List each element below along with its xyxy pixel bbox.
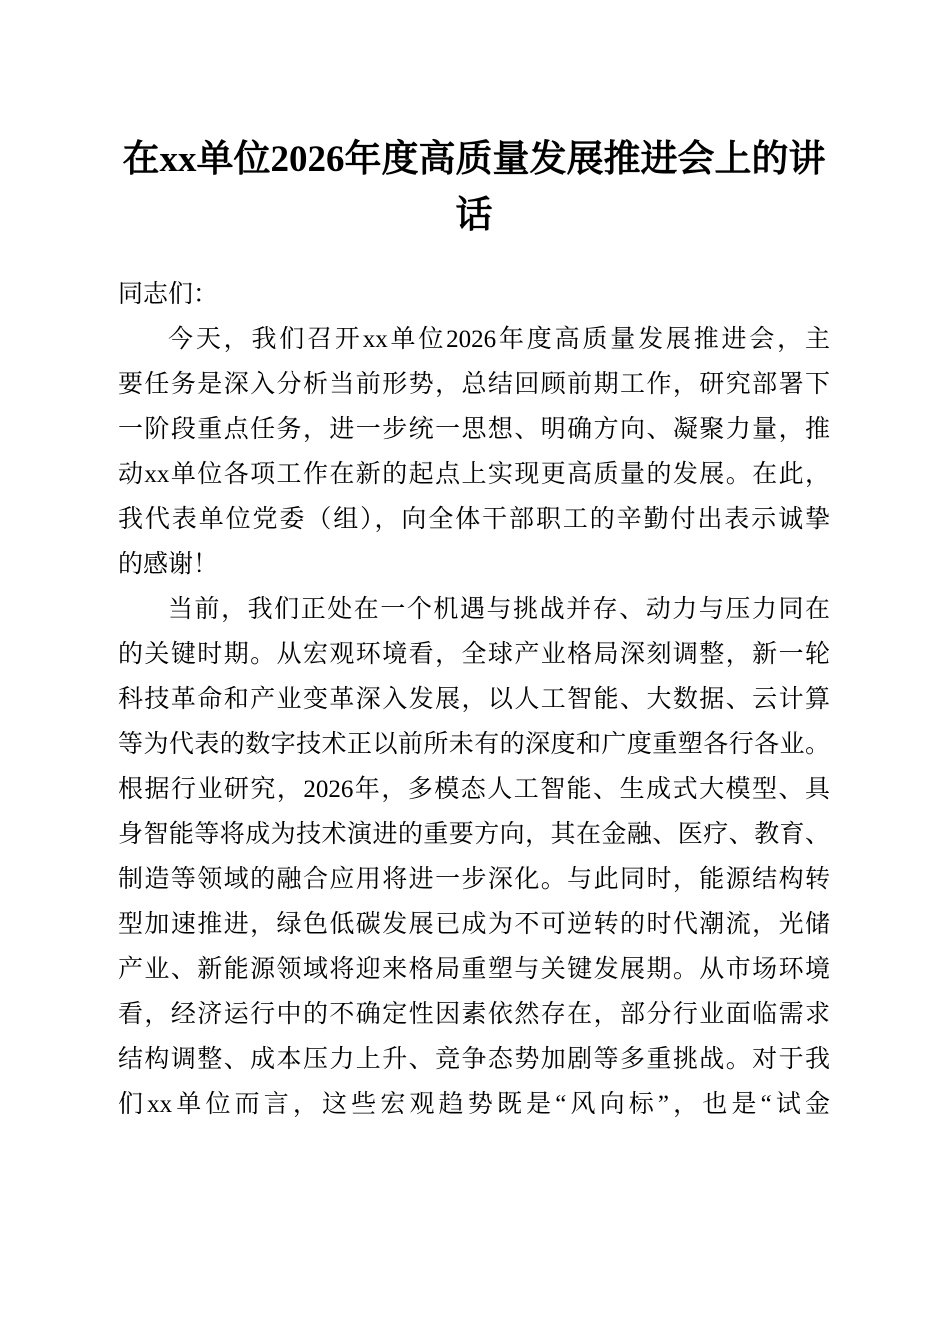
text-line: 我代表单位党委（组），向全体干部职工的辛勤付出表示诚挚 (118, 506, 830, 533)
text-line: 科技革命和产业变革深入发展，以人工智能、大数据、云计算 (118, 686, 830, 713)
text-line: 一阶段重点任务，进一步统一思想、明确方向、凝聚力量，推 (118, 416, 830, 443)
text-line: 型加速推进，绿色低碳发展已成为不可逆转的时代潮流，光储 (118, 911, 830, 938)
text-line: 的关键时期。从宏观环境看，全球产业格局深刻调整，新一轮 (118, 641, 830, 668)
text-line: 动xx单位各项工作在新的起点上实现更高质量的发展。在此， (118, 461, 830, 488)
text-line: 结构调整、成本压力上升、竞争态势加剧等多重挑战。对于我 (118, 1046, 830, 1073)
text-line: 产业、新能源领域将迎来格局重塑与关键发展期。从市场环境 (118, 956, 830, 983)
text-line: 当前，我们正处在一个机遇与挑战并存、动力与压力同在 (168, 596, 830, 623)
document-title (118, 132, 830, 244)
text-line: 根据行业研究，2026年，多模态人工智能、生成式大模型、具 (118, 776, 830, 803)
title-line: 在xx单位2026年度高质量发展推进会上的讲 (122, 139, 826, 180)
text-line: 们xx单位而言，这些宏观趋势既是“风向标”，也是“试金 (118, 1091, 830, 1118)
text-line: 制造等领域的融合应用将进一步深化。与此同时，能源结构转 (118, 866, 830, 893)
paragraph-body-paragraph (118, 587, 830, 1127)
text-line: 今天，我们召开xx单位2026年度高质量发展推进会，主 (168, 326, 830, 353)
text-line: 身智能等将成为技术演进的重要方向，其在金融、医疗、教育、 (118, 821, 830, 848)
text-line: 的感谢！ (118, 551, 219, 578)
text-line: 等为代表的数字技术正以前所未有的深度和广度重塑各行各业。 (118, 731, 830, 758)
text-line: 要任务是深入分析当前形势，总结回顾前期工作，研究部署下 (118, 371, 830, 398)
text-line: 同志们： (118, 281, 219, 308)
document-content (118, 132, 830, 1127)
document-body (118, 272, 830, 1127)
text-line: 看，经济运行中的不确定性因素依然存在，部分行业面临需求 (118, 1001, 830, 1028)
paragraph-body-paragraph (118, 317, 830, 587)
paragraph-salutation (118, 272, 830, 317)
title-line: 话 (455, 195, 493, 236)
